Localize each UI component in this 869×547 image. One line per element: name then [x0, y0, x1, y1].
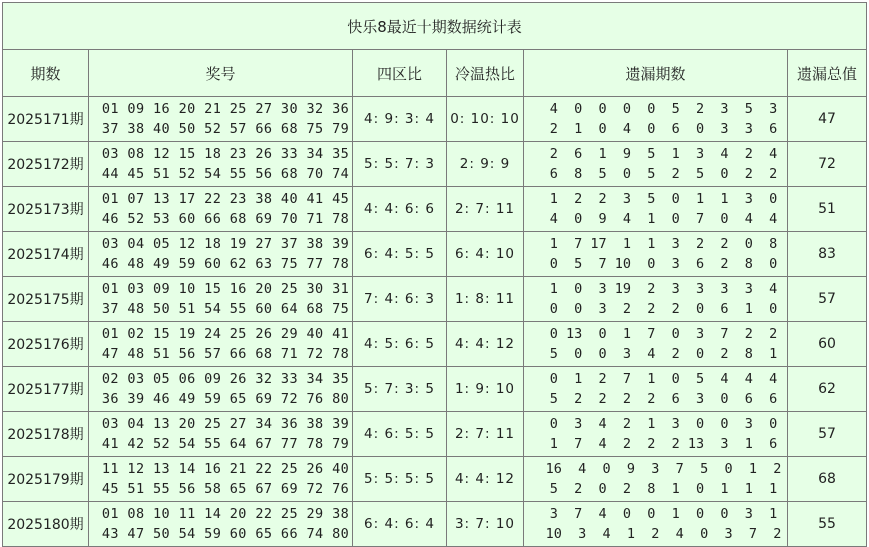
miss-cell — [524, 322, 788, 367]
temp-cell-line: 2: 7: 11 — [454, 201, 516, 217]
numbers-cell-line: 03 08 12 15 18 23 26 33 34 35 — [101, 146, 350, 162]
numbers-cell-line: 46 48 49 59 60 62 63 75 77 78 — [101, 256, 350, 272]
temp-cell — [447, 187, 524, 232]
numbers-cell-line: 47 48 51 56 57 66 68 71 72 78 — [101, 346, 350, 362]
miss-cell-line: 3 7 4 0 0 1 0 0 3 1 — [549, 506, 778, 522]
header-total: 遗漏总值 — [788, 50, 867, 97]
miss-cell-line: 16 4 0 9 3 7 5 0 1 2 — [545, 461, 782, 477]
total-cell — [788, 187, 867, 232]
numbers-cell — [89, 367, 353, 412]
zones-cell — [353, 277, 447, 322]
table-row — [3, 457, 867, 502]
period-cell-line: 2025180期 — [7, 517, 84, 533]
temp-cell-line: 4: 4: 12 — [454, 471, 516, 487]
miss-cell-line: 10 3 4 1 2 4 0 3 7 2 — [545, 526, 782, 542]
total-cell — [788, 457, 867, 502]
zones-cell-line: 6: 4: 5: 5 — [364, 246, 435, 262]
numbers-cell-line: 41 42 52 54 55 64 67 77 78 79 — [101, 436, 350, 452]
miss-cell-line: 0 3 4 2 1 3 0 0 3 0 — [549, 416, 778, 432]
temp-cell-line: 4: 4: 12 — [454, 336, 516, 352]
miss-cell-line: 5 0 0 3 4 2 0 2 8 1 — [549, 346, 778, 362]
miss-cell-line: 1 7 4 2 2 2 13 3 1 6 — [549, 436, 778, 452]
numbers-cell-line: 01 08 10 11 14 20 22 25 29 38 — [101, 506, 350, 522]
miss-cell-line: 1 0 3 19 2 3 3 3 3 4 — [549, 281, 778, 297]
period-cell-line: 2025179期 — [7, 472, 84, 488]
miss-cell-line: 2 1 0 4 0 6 0 3 3 6 — [549, 121, 778, 137]
zones-cell — [353, 457, 447, 502]
period-cell-line: 2025175期 — [7, 292, 84, 308]
zones-cell — [353, 232, 447, 277]
miss-cell-line: 5 2 2 2 2 6 3 0 6 6 — [549, 391, 778, 407]
zones-cell — [353, 412, 447, 457]
miss-cell-line: 1 2 2 3 5 0 1 1 3 0 — [549, 191, 778, 207]
total-cell — [788, 277, 867, 322]
numbers-cell-line: 44 45 51 52 54 55 56 68 70 74 — [101, 166, 350, 182]
numbers-cell — [89, 277, 353, 322]
total-cell-line: 60 — [818, 336, 836, 352]
miss-cell — [524, 457, 788, 502]
period-cell-line: 2025174期 — [7, 247, 84, 263]
miss-cell — [524, 367, 788, 412]
numbers-cell — [89, 502, 353, 547]
numbers-cell-line: 46 52 53 60 66 68 69 70 71 78 — [101, 211, 350, 227]
zones-cell — [353, 367, 447, 412]
table-row — [3, 232, 867, 277]
period-cell-line: 2025177期 — [7, 382, 84, 398]
table-row — [3, 322, 867, 367]
numbers-cell — [89, 187, 353, 232]
numbers-cell-line: 11 12 13 14 16 21 22 25 26 40 — [101, 461, 350, 477]
temp-cell-line: 6: 4: 10 — [454, 246, 516, 262]
temp-cell-line: 1: 8: 11 — [454, 291, 516, 307]
total-cell — [788, 502, 867, 547]
numbers-cell-line: 01 07 13 17 22 23 38 40 41 45 — [101, 191, 350, 207]
numbers-cell-line: 01 03 09 10 15 16 20 25 30 31 — [101, 281, 350, 297]
total-cell — [788, 232, 867, 277]
zones-cell — [353, 142, 447, 187]
total-cell — [788, 367, 867, 412]
stats-table-wrapper — [2, 2, 866, 542]
temp-cell — [447, 97, 524, 142]
temp-cell-line: 1: 9: 10 — [454, 381, 516, 397]
table-row — [3, 187, 867, 232]
numbers-cell — [89, 97, 353, 142]
header-temp: 冷温热比 — [447, 50, 524, 97]
total-cell-line: 62 — [818, 381, 836, 397]
miss-cell — [524, 412, 788, 457]
miss-cell-line: 0 13 0 1 7 0 3 7 2 2 — [549, 326, 778, 342]
table-row — [3, 367, 867, 412]
temp-cell — [447, 142, 524, 187]
period-cell — [3, 412, 89, 457]
temp-cell-line: 2: 9: 9 — [459, 156, 511, 172]
table-title: 快乐8最近十期数据统计表 — [3, 3, 867, 50]
period-cell — [3, 142, 89, 187]
miss-cell — [524, 277, 788, 322]
temp-cell — [447, 457, 524, 502]
period-cell-line: 2025178期 — [7, 427, 84, 443]
zones-cell-line: 6: 4: 6: 4 — [364, 516, 435, 532]
period-cell-line: 2025171期 — [7, 112, 84, 128]
zones-cell-line: 7: 4: 6: 3 — [364, 291, 435, 307]
period-cell — [3, 367, 89, 412]
total-cell-line: 51 — [818, 201, 836, 217]
numbers-cell-line: 45 51 55 56 58 65 67 69 72 76 — [101, 481, 350, 497]
zones-cell-line: 4: 5: 6: 5 — [364, 336, 435, 352]
miss-cell — [524, 232, 788, 277]
temp-cell-line: 2: 7: 11 — [454, 426, 516, 442]
total-cell — [788, 97, 867, 142]
zones-cell-line: 5: 5: 5: 5 — [364, 471, 435, 487]
period-cell — [3, 322, 89, 367]
numbers-cell — [89, 322, 353, 367]
numbers-cell — [89, 142, 353, 187]
temp-cell — [447, 367, 524, 412]
numbers-cell-line: 03 04 13 20 25 27 34 36 38 39 — [101, 416, 350, 432]
miss-cell-line: 4 0 9 4 1 0 7 0 4 4 — [549, 211, 778, 227]
numbers-cell-line: 03 04 05 12 18 19 27 37 38 39 — [101, 236, 350, 252]
temp-cell — [447, 232, 524, 277]
miss-cell — [524, 502, 788, 547]
total-cell — [788, 142, 867, 187]
total-cell-line: 55 — [818, 516, 836, 532]
miss-cell-line: 1 7 17 1 1 3 2 2 0 8 — [549, 236, 778, 252]
total-cell-line: 68 — [818, 471, 836, 487]
period-cell — [3, 502, 89, 547]
period-cell — [3, 277, 89, 322]
numbers-cell-line: 36 39 46 49 59 65 69 72 76 80 — [101, 391, 350, 407]
header-miss: 遗漏期数 — [524, 50, 788, 97]
temp-cell-line: 0: 10: 10 — [450, 111, 520, 127]
stats-table — [2, 2, 867, 547]
period-cell — [3, 187, 89, 232]
numbers-cell-line: 01 09 16 20 21 25 27 30 32 36 — [101, 101, 350, 117]
miss-cell — [524, 187, 788, 232]
zones-cell-line: 4: 9: 3: 4 — [364, 111, 435, 127]
total-cell — [788, 322, 867, 367]
temp-cell-line: 3: 7: 10 — [454, 516, 516, 532]
total-cell-line: 72 — [818, 156, 836, 172]
numbers-cell — [89, 412, 353, 457]
zones-cell — [353, 187, 447, 232]
miss-cell-line: 5 2 0 2 8 1 0 1 1 1 — [549, 481, 778, 497]
numbers-cell — [89, 232, 353, 277]
header-numbers: 奖号 — [89, 50, 353, 97]
period-cell — [3, 232, 89, 277]
period-cell — [3, 97, 89, 142]
miss-cell-line: 4 0 0 0 0 5 2 3 5 3 — [549, 101, 778, 117]
total-cell-line: 47 — [818, 111, 836, 127]
numbers-cell-line: 01 02 15 19 24 25 26 29 40 41 — [101, 326, 350, 342]
header-zones: 四区比 — [353, 50, 447, 97]
header-period: 期数 — [3, 50, 89, 97]
zones-cell-line: 5: 5: 7: 3 — [364, 156, 435, 172]
header-row — [3, 50, 867, 97]
table-row — [3, 142, 867, 187]
table-row — [3, 277, 867, 322]
table-row — [3, 97, 867, 142]
total-cell-line: 57 — [818, 426, 836, 442]
miss-cell-line: 6 8 5 0 5 2 5 0 2 2 — [549, 166, 778, 182]
miss-cell — [524, 142, 788, 187]
miss-cell — [524, 97, 788, 142]
total-cell-line: 83 — [818, 246, 836, 262]
miss-cell-line: 0 5 7 10 0 3 6 2 8 0 — [549, 256, 778, 272]
zones-cell — [353, 97, 447, 142]
zones-cell-line: 4: 6: 5: 5 — [364, 426, 435, 442]
temp-cell — [447, 412, 524, 457]
period-cell-line: 2025172期 — [7, 157, 84, 173]
period-cell-line: 2025173期 — [7, 202, 84, 218]
numbers-cell-line: 43 47 50 54 59 60 65 66 74 80 — [101, 526, 350, 542]
total-cell — [788, 412, 867, 457]
zones-cell — [353, 502, 447, 547]
temp-cell — [447, 277, 524, 322]
miss-cell-line: 0 1 2 7 1 0 5 4 4 4 — [549, 371, 778, 387]
miss-cell-line: 2 6 1 9 5 1 3 4 2 4 — [549, 146, 778, 162]
zones-cell — [353, 322, 447, 367]
numbers-cell-line: 37 38 40 50 52 57 66 68 75 79 — [101, 121, 350, 137]
zones-cell-line: 5: 7: 3: 5 — [364, 381, 435, 397]
table-row — [3, 412, 867, 457]
period-cell — [3, 457, 89, 502]
temp-cell — [447, 322, 524, 367]
numbers-cell-line: 37 48 50 51 54 55 60 64 68 75 — [101, 301, 350, 317]
numbers-cell-line: 02 03 05 06 09 26 32 33 34 35 — [101, 371, 350, 387]
period-cell-line: 2025176期 — [7, 337, 84, 353]
zones-cell-line: 4: 4: 6: 6 — [364, 201, 435, 217]
miss-cell-line: 0 0 3 2 2 2 0 6 1 0 — [549, 301, 778, 317]
temp-cell — [447, 502, 524, 547]
table-row — [3, 502, 867, 547]
numbers-cell — [89, 457, 353, 502]
total-cell-line: 57 — [818, 291, 836, 307]
